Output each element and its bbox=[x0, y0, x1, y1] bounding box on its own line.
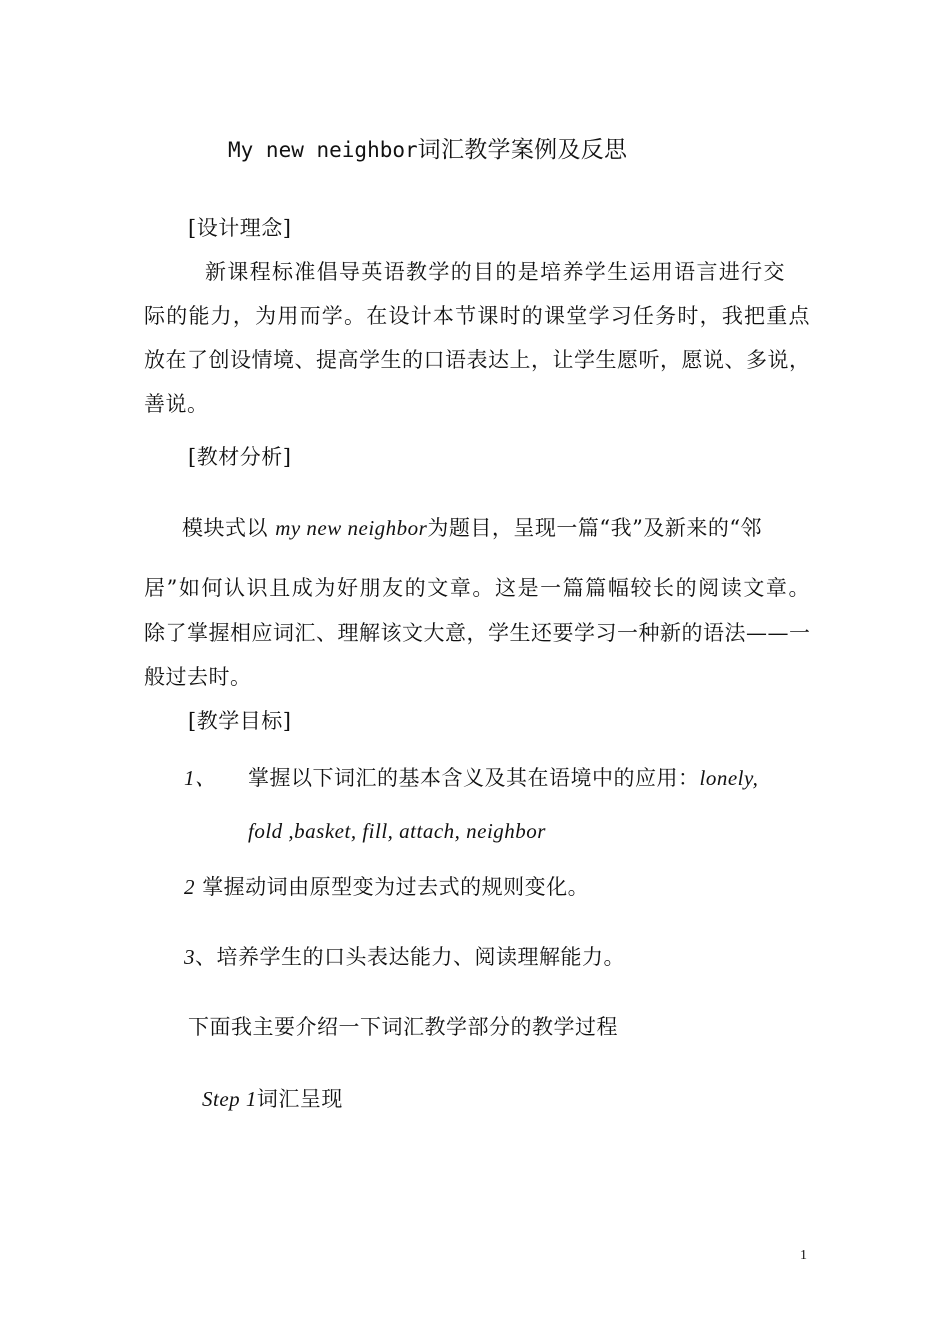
intro-line: 下面我主要介绍一下词汇教学部分的教学过程 bbox=[188, 1015, 618, 1039]
material-paragraph-line-2: 居”如何认识且成为好朋友的文章。这是一篇篇幅较长的阅读文章。 bbox=[144, 576, 810, 600]
goal-2-num: 2 bbox=[184, 875, 195, 899]
design-paragraph-line-3: 放在了创设情境、提高学生的口语表达上，让学生愿听，愿说、多说， bbox=[144, 348, 811, 372]
page-title bbox=[228, 136, 627, 164]
design-paragraph-line-2: 际的能力，为用而学。在设计本节课时的课堂学习任务时，我把重点 bbox=[144, 304, 810, 328]
material-paragraph-line-1 bbox=[182, 514, 762, 542]
material-paragraph-line-4: 般过去时。 bbox=[144, 665, 252, 689]
goal-3 bbox=[184, 943, 625, 971]
heading-material-analysis: [教材分析] bbox=[188, 445, 292, 469]
goal-1-text: 掌握以下词汇的基本含义及其在语境中的应用： bbox=[248, 766, 700, 790]
material-line1-suffix: 为题目，呈现一篇“我”及新来的“邻 bbox=[427, 516, 763, 540]
goal-1-line-1 bbox=[248, 764, 758, 792]
title-english: My new neighbor bbox=[228, 138, 418, 162]
goal-1-words-a: lonely, bbox=[699, 766, 759, 790]
material-paragraph-line-3: 除了掌握相应词汇、理解该文大意，学生还要学习一种新的语法——一 bbox=[144, 621, 811, 645]
goal-1-number bbox=[184, 764, 217, 792]
goal-2-text: 掌握动词由原型变为过去式的规则变化。 bbox=[202, 875, 590, 899]
design-paragraph-line-1: 新课程标准倡导英语教学的目的是培养学生运用语言进行交 bbox=[205, 260, 785, 284]
heading-teaching-goals: [教学目标] bbox=[188, 709, 292, 733]
goal-1-num: 1、 bbox=[184, 766, 217, 790]
heading-design-concept: [设计理念] bbox=[188, 216, 292, 240]
page-number: 1 bbox=[800, 1248, 807, 1263]
goal-1-line-2: fold ,basket, fill, attach, neighbor bbox=[248, 819, 546, 843]
goal-2 bbox=[184, 873, 589, 901]
material-line1-prefix: 模块式以 bbox=[182, 516, 268, 540]
step-1-heading bbox=[202, 1085, 343, 1113]
design-paragraph-line-4: 善说。 bbox=[144, 392, 209, 416]
title-chinese: 词汇教学案例及反思 bbox=[417, 137, 628, 163]
material-line1-italic: my new neighbor bbox=[275, 516, 428, 540]
goal-3-num: 3 bbox=[184, 945, 195, 969]
step-1-text: 词汇呈现 bbox=[256, 1087, 343, 1111]
step-1-label: Step 1 bbox=[202, 1087, 257, 1111]
goal-3-text: 、培养学生的口头表达能力、阅读理解能力。 bbox=[195, 945, 625, 969]
